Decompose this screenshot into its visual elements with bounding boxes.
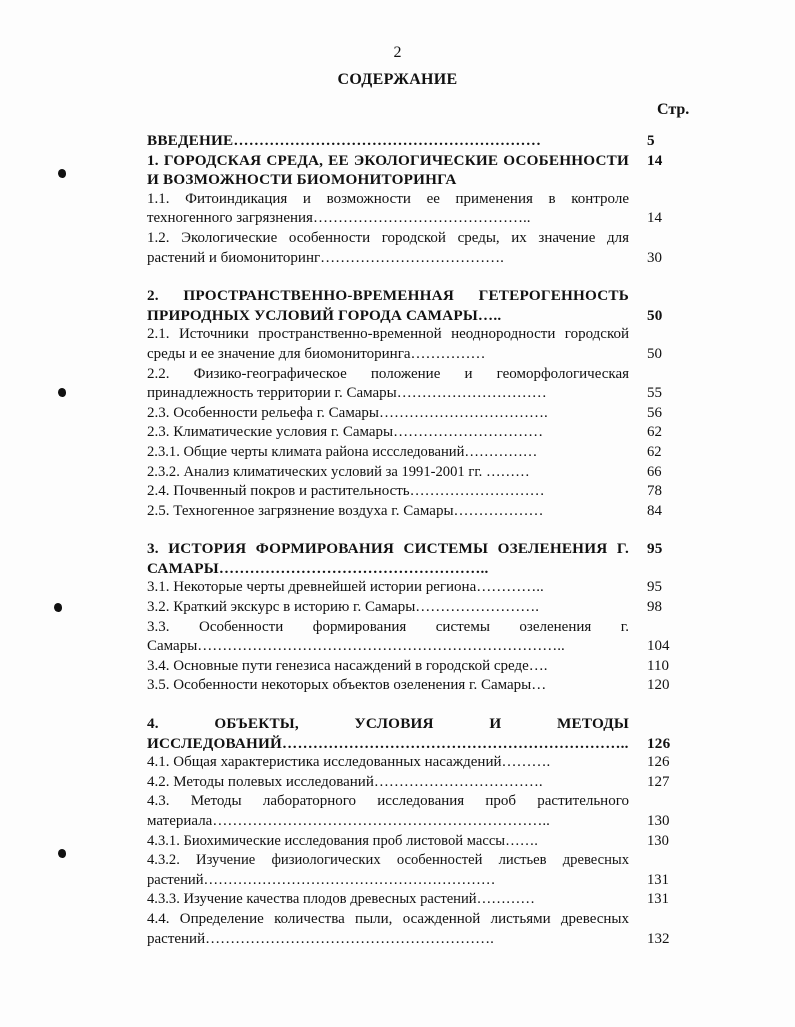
toc-entry-title: 4.3. Методы лабораторного исследования проб растительного материала………………………………………………………….. (147, 793, 629, 829)
toc-entry (147, 773, 695, 793)
toc-entry-title: 2.3. Особенности рельефа г. Самары……………………………. (147, 404, 548, 421)
toc-entry-page: 98 (647, 599, 662, 616)
toc-section-1 (147, 151, 695, 190)
toc-entry-title: 3.1. Некоторые черты древнейшей истории региона………….. (147, 579, 544, 596)
toc-entry (147, 443, 695, 463)
toc-entry (147, 423, 695, 443)
margin-mark (58, 849, 66, 858)
toc-entry-page: 14 (647, 210, 662, 227)
toc-entry-title: 3. ИСТОРИЯ ФОРМИРОВАНИЯ СИСТЕМЫ ОЗЕЛЕНЕНИЯ Г. САМАРЫ…………………………………………….. (147, 540, 629, 577)
toc-entry-page: 110 (647, 657, 669, 674)
toc-entry-title: 2.3.1. Общие черты климата района иссследований…………… (147, 443, 538, 460)
toc-entry-title: 4.1. Общая характеристика исследованных насаждений………. (147, 754, 551, 771)
table-of-contents (147, 131, 695, 949)
toc-entry-page: 14 (647, 151, 663, 169)
toc-entry-title: 1.2. Экологические особенности городской среды, их значение для растений и биомониторинг………………………………. (147, 229, 629, 266)
toc-entry-page: 127 (647, 773, 670, 790)
toc-entry-title: 4.3.3. Изучение качества плодов древесных растений………… (147, 891, 535, 908)
toc-entry (147, 404, 695, 424)
toc-entry-page: 84 (647, 502, 662, 519)
toc-entry-page: 66 (647, 463, 662, 480)
toc-entry (147, 578, 695, 598)
toc-entry-title: 4.3.1. Биохимические исследования проб листовой массы……. (147, 832, 538, 849)
toc-entry-title: 3.4. Основные пути генезиса насаждений в городской среде…. (147, 657, 548, 674)
toc-entry-page: 78 (647, 483, 662, 500)
toc-entry (147, 676, 695, 696)
toc-entry (147, 598, 695, 618)
toc-entry-title: 4.2. Методы полевых исследований……………………………. (147, 773, 543, 790)
page-number: 2 (393, 44, 402, 61)
margin-mark (58, 169, 66, 178)
toc-entry (147, 792, 695, 831)
toc-entry-title: 2.1. Источники пространственно-временной неоднородности городской среды и ее значение для биомониторинга…………… (147, 326, 629, 362)
toc-entry-page: 50 (647, 345, 662, 362)
toc-entry-page: 50 (647, 306, 663, 324)
toc-entry-page: 5 (647, 132, 655, 149)
toc-entry-introduction (147, 131, 695, 151)
toc-entry-page: 126 (647, 754, 670, 771)
toc-entry (147, 325, 695, 364)
toc-entry-title: 3.3. Особенности формирования системы озеленения г. Самары……………………………………………………………….. (147, 618, 629, 655)
toc-entry (147, 657, 695, 677)
toc-entry-title: ВВЕДЕНИЕ…………………………………………………… (147, 132, 542, 149)
toc-entry (147, 482, 695, 502)
toc-entry-page: 131 (647, 871, 669, 888)
toc-entry (147, 753, 695, 773)
toc-entry-page: 130 (647, 813, 670, 829)
margin-mark (54, 603, 62, 612)
toc-entry-page: 95 (647, 540, 663, 558)
toc-entry-title: 2.3. Климатические условия г. Самары………………………… (147, 424, 544, 441)
toc-entry-page: 130 (647, 832, 669, 849)
toc-entry-title: 4.3.2. Изучение физиологических особенностей листьев древесных растений…………………………………………………… (147, 852, 629, 888)
toc-entry-page: 131 (647, 891, 669, 908)
margin-mark (58, 388, 66, 397)
toc-entry-title: 2.4. Почвенный покров и растительность……………………… (147, 483, 545, 500)
toc-entry-page: 56 (647, 404, 662, 421)
toc-entry-title: 2. ПРОСТРАНСТВЕННО-ВРЕМЕННАЯ ГЕТЕРОГЕННОСТЬ ПРИРОДНЫХ УСЛОВИЙ ГОРОДА САМАРЫ….. (147, 287, 629, 324)
page-title: СОДЕРЖАНИЕ (337, 71, 458, 88)
toc-entry-title: 3.2. Краткий экскурс в историю г. Самары……………………. (147, 599, 540, 616)
toc-entry-page: 120 (647, 677, 670, 694)
toc-entry-page: 95 (647, 579, 662, 596)
toc-entry (147, 890, 695, 910)
toc-entry-page: 62 (647, 424, 662, 441)
toc-entry-page: 30 (647, 249, 662, 266)
toc-entry (147, 365, 695, 404)
toc-entry-title: 1. ГОРОДСКАЯ СРЕДА, ЕЕ ЭКОЛОГИЧЕСКИЕ ОСОБЕННОСТИ И ВОЗМОЖНОСТИ БИОМОНИТОРИНГА (147, 151, 629, 189)
toc-entry (147, 851, 695, 890)
toc-entry-title: 4.4. Определение количества пыли, осажденной листьями древесных растений…………………………………………………. (147, 910, 629, 947)
toc-entry (147, 502, 695, 522)
toc-entry (147, 463, 695, 483)
toc-section-4 (147, 714, 695, 753)
toc-entry (147, 910, 695, 949)
toc-entry (147, 190, 695, 229)
toc-entry (147, 832, 695, 852)
toc-entry-title: 4. ОБЪЕКТЫ, УСЛОВИЯ И МЕТОДЫ ИССЛЕДОВАНИЙ………………………………………………………….. (147, 715, 629, 752)
toc-entry-page: 126 (647, 734, 671, 752)
toc-entry-title: 2.5. Техногенное загрязнение воздуха г. Самары……………… (147, 502, 544, 519)
toc-entry-page: 55 (647, 385, 662, 402)
toc-entry-title: 3.5. Особенности некоторых объектов озеленения г. Самары… (147, 677, 547, 694)
toc-section-2 (147, 286, 695, 325)
toc-section-3 (147, 539, 695, 578)
page-column-label: Стр. (657, 101, 690, 118)
toc-entry (147, 618, 695, 657)
toc-entry-title: 2.2. Физико-географическое положение и геоморфологическая принадлежность территории г. Самары………………………… (147, 365, 629, 402)
toc-entry (147, 229, 695, 268)
toc-entry-page: 132 (647, 930, 670, 947)
toc-entry-page: 104 (647, 638, 670, 655)
toc-entry-title: 1.1. Фитоиндикация и возможности ее применения в контроле техногенного загрязнения…………………………………….. (147, 190, 629, 227)
toc-entry-title: 2.3.2. Анализ климатических условий за 1991-2001 гг. ……… (147, 463, 530, 480)
toc-entry-page: 62 (647, 443, 662, 460)
